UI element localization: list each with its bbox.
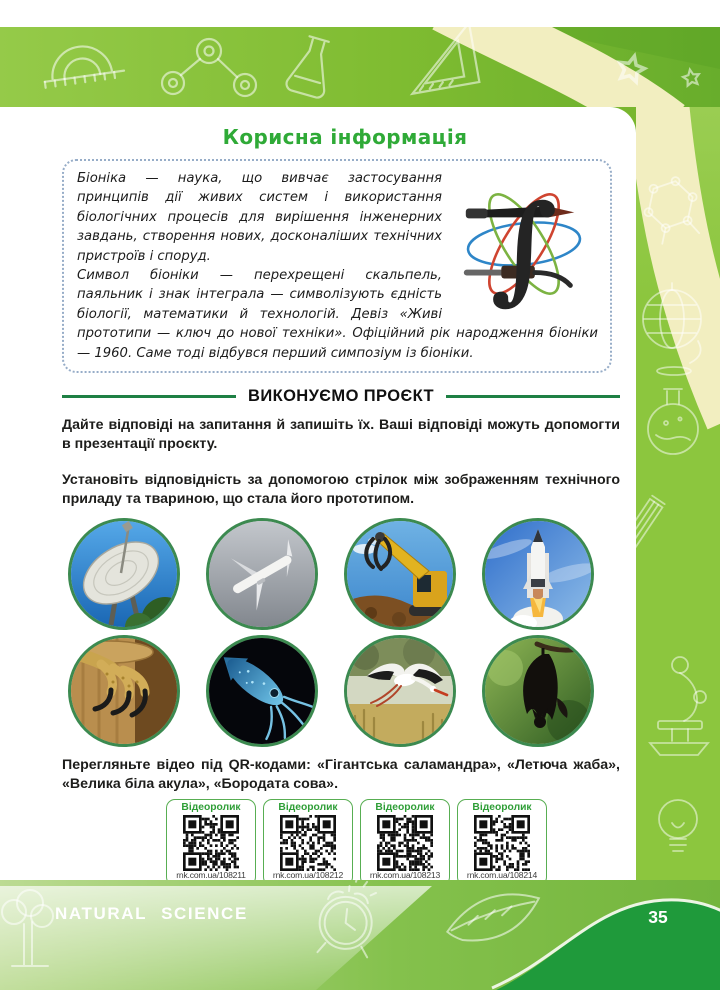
svg-text:∫: ∫ <box>490 179 558 315</box>
qr-code-icon <box>280 815 336 871</box>
match-image-satellite-dish <box>68 518 180 630</box>
footer-band <box>0 880 720 990</box>
heading-rule-left <box>62 395 236 398</box>
qr-label: Відеоролик <box>181 801 241 813</box>
qr-code-box <box>263 799 353 886</box>
bottom-margin <box>0 990 720 1000</box>
page-content-panel <box>0 107 636 880</box>
qr-label: Відеоролик <box>278 801 338 813</box>
match-image-squid <box>206 635 318 747</box>
qr-code-row <box>166 799 628 886</box>
match-row-devices <box>68 518 596 630</box>
qr-label: Відеоролик <box>472 801 532 813</box>
qr-url: rnk.com.ua/108213 <box>369 869 441 880</box>
bionics-symbol-icon <box>450 171 598 315</box>
match-image-bat <box>482 635 594 747</box>
info-paragraph-1: Біоніка — наука, що вивчає застосування принципів дії живих систем і використання біологічних процесів для вирішення інженерних завдань, створення нових, досконаліших технічних пристроїв і споруд. <box>77 171 442 264</box>
qr-code-icon <box>474 815 530 871</box>
qr-code-box <box>457 799 547 886</box>
match-image-airplane <box>206 518 318 630</box>
qr-code-box <box>360 799 450 886</box>
top-margin <box>0 0 720 27</box>
task-text-1: Дайте відповіді на запитання й запишіть їх. Ваші відповіді можуть допомогти в презентації проєкту. <box>62 417 620 452</box>
qr-intro-text: Перегляньте відео під QR-кодами: «Гігантська саламандра», «Летюча жаба», «Велика біла акула», «Бородата сова». <box>62 757 620 793</box>
qr-label: Відеоролик <box>375 801 435 813</box>
qr-url: rnk.com.ua/108212 <box>272 869 344 880</box>
top-banner <box>0 27 720 107</box>
info-paragraph-2: Символ біоніки — перехрещені скальпель, паяльник і знак інтеграла — символізують єдність біології, математики й технологій. Девіз «Живі прототипи — ключ до нової техніки». Офіційний рік народження біоніки — 1960. Саме тоді відбувся перший симпозіум із біоніки. <box>77 268 598 361</box>
right-sidebar <box>636 107 720 880</box>
page-number: 35 <box>648 907 668 927</box>
match-image-excavator-grab <box>344 518 456 630</box>
useful-info-box <box>62 159 612 373</box>
match-row-animals <box>68 635 596 747</box>
footer-subject-label: NATURAL SCIENCE <box>55 904 248 923</box>
project-heading-label: ВИКОНУЄМО ПРОЄКТ <box>248 387 434 406</box>
qr-url: rnk.com.ua/108211 <box>176 869 246 880</box>
qr-code-box <box>166 799 256 886</box>
match-image-bird-talons <box>68 635 180 747</box>
section-title: Корисна інформація <box>222 125 468 149</box>
project-section-heading <box>62 387 620 406</box>
qr-code-icon <box>377 815 433 871</box>
match-image-stork <box>344 635 456 747</box>
qr-url: rnk.com.ua/108214 <box>466 869 538 880</box>
task-text-2: Установіть відповідність за допомогою стрілок між зображенням технічного приладу та твариною, що стала його прототипом. <box>62 472 620 507</box>
match-image-space-shuttle <box>482 518 594 630</box>
qr-code-icon <box>183 815 239 871</box>
heading-rule-right <box>446 395 620 398</box>
